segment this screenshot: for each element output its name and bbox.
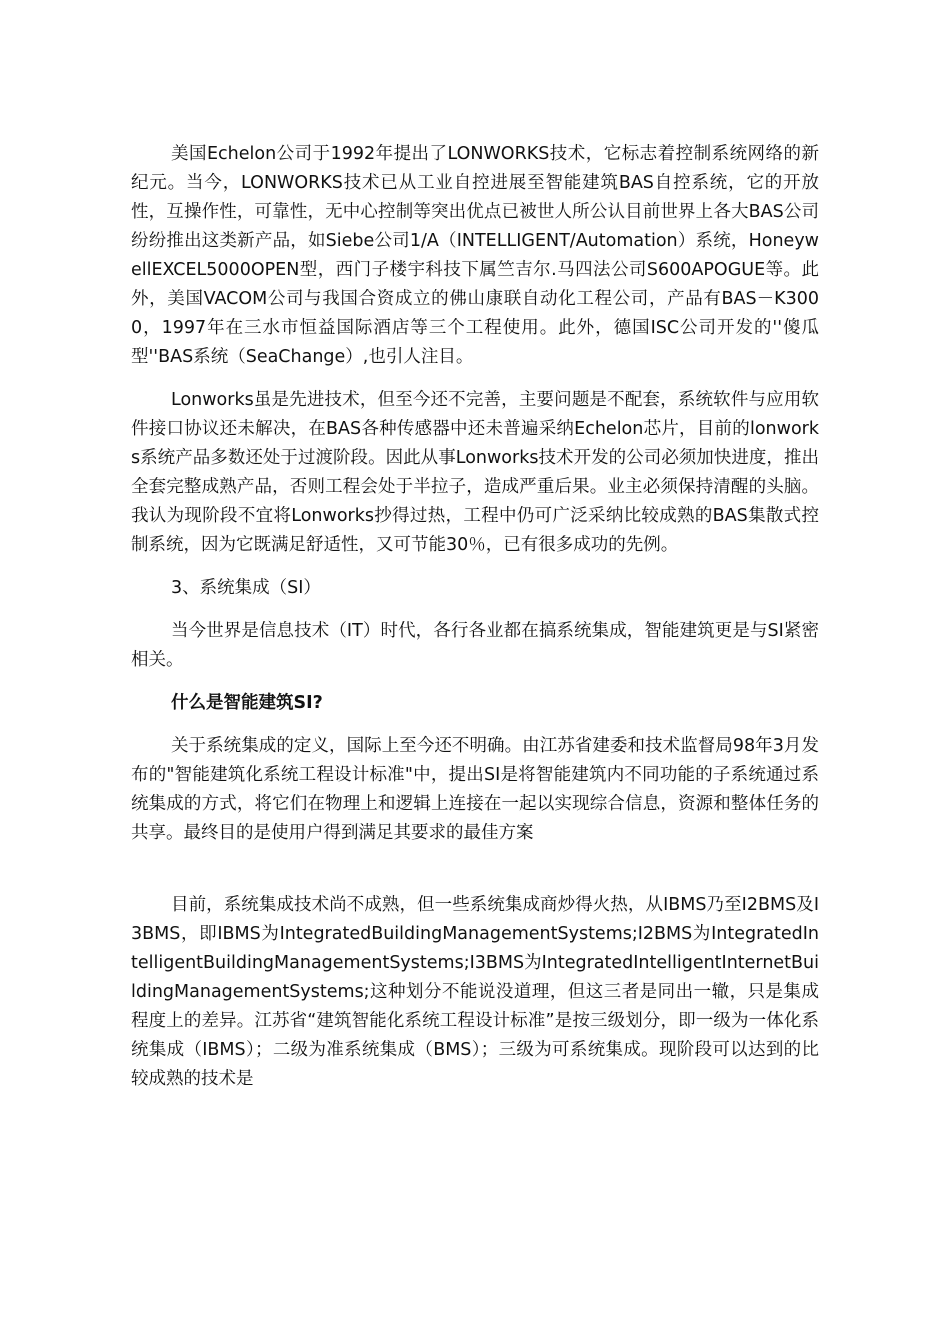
subheading-what-is-si: 什么是智能建筑SI? (171, 693, 323, 713)
document-body (131, 140, 819, 1094)
paragraph-lonworks-issues: Lonworks虽是先进技术，但至今还不完善，主要问题是不配套，系统软件与应用软件接口协议还未解决，在BAS各种传感器中还未普遍采纳Echelon芯片，目前的lonworks系统产品多数还处于过渡阶段。因此从事Lonworks技术开发的公司必须加快进度，推出全套完整成熟产品，否则工程会处于半拉子，造成严重后果。业主必须保持清醒的头脑。我认为现阶段不宜将Lonworks抄得过热，工程中仍可广泛采纳比较成熟的BAS集散式控制系统，因为它既满足舒适性，又可节能30％，已有很多成功的先例。 (131, 390, 819, 555)
paragraph-si-definition: 关于系统集成的定义，国际上至今还不明确。由江苏省建委和技术监督局98年3月发布的"智能建筑化系统工程设计标准"中，提出SI是将智能建筑内不同功能的子系统通过系统集成的方式，将它们在物理上和逻辑上连接在一起以实现综合信息，资源和整体任务的共享。最终目的是使用户得到满足其要求的最佳方案 (131, 736, 819, 843)
paragraph-si-levels: 目前，系统集成技术尚不成熟，但一些系统集成商炒得火热，从IBMS乃至I2BMS及I3BMS，即IBMS为IntegratedBuildingManagementSystems;I2BMS为IntegratedIntelligentBuildingManagementSystems;I3BMS为IntegratedIntelligentInternetBuildingManagementSystems;这种划分不能说没道理，但这三者是同出一辙，只是集成程度上的差异。江苏省“建筑智能化系统工程设计标准”是按三级划分，即一级为一体化系统集成（IBMS）；二级为准系统集成（BMS）；三级为可系统集成。现阶段可以达到的比较成熟的技术是 (131, 895, 819, 1089)
paragraph-lonworks-intro: 美国Echelon公司于1992年提出了LONWORKS技术，它标志着控制系统网络的新纪元。当今，LONWORKS技术已从工业自控进展至智能建筑BAS自控系统，它的开放性，互操作性，可靠性，无中心控制等突出优点已被世人所公认目前世界上各大BAS公司纷纷推出这类新产品，如Siebe公司1/A（INTELLIGENT/Automation）系统，HoneywellEXCEL5000OPEN型，西门子楼宇科技下属竺吉尔.马四法公司S600APOGUE等。此外，美国VACOM公司与我国合资成立的佛山康联自动化工程公司，产品有BAS－K3000，1997年在三水市恒益国际酒店等三个工程使用。此外，德国ISC公司开发的''傻瓜型''BAS系统（SeaChange）,也引人注目。 (131, 144, 819, 367)
section-heading-system-integration: 3、系统集成（SI） (171, 578, 321, 598)
paragraph-it-era: 当今世界是信息技术（IT）时代，各行各业都在搞系统集成，智能建筑更是与SI紧密相关。 (131, 621, 819, 670)
